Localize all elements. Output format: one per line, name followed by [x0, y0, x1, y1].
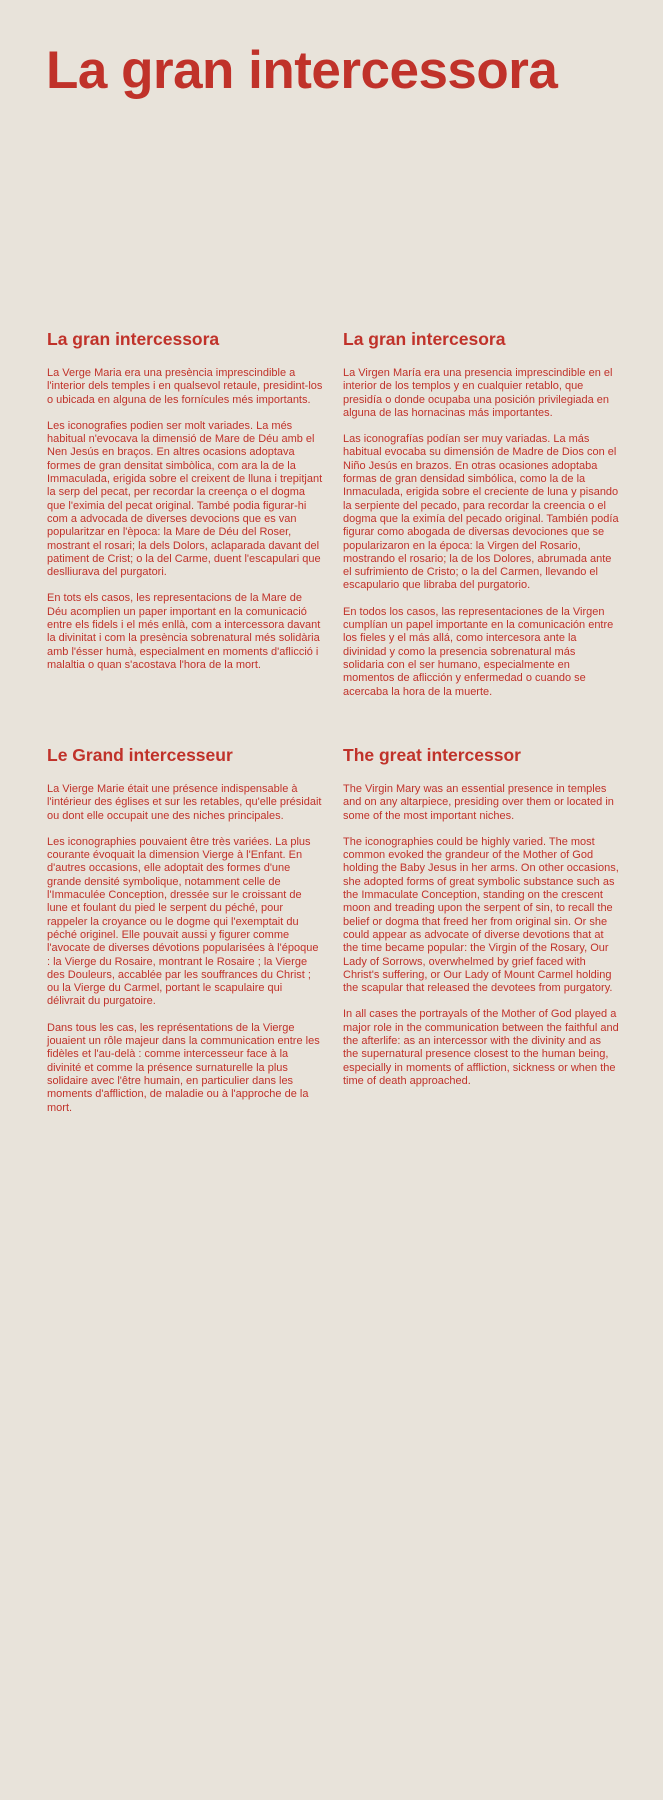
- spanish-paragraph-1: La Virgen María era una presencia imprescindible en el interior de los templos y en cualquier retablo, que presidía o donde ocupaba una posición privilegiada en alguna de las hornacinas más importantes.: [343, 367, 613, 419]
- catalan-section: [47, 329, 323, 685]
- catalan-paragraph-1: La Verge Maria era una presència imprescindible a l'interior dels temples i en qualsevol retaule, presidint-los o ubicada en alguna de les fornícules més importants.: [47, 367, 323, 406]
- english-heading: The great intercessor: [343, 745, 521, 765]
- english-section: [343, 745, 619, 1101]
- french-paragraph-3: Dans tous les cas, les représentations de la Vierge jouaient un rôle majeur dans la communication entre les fidèles et l'au-delà : comme intercesseur face à la divinité et comme la présence surnaturelle la plus solidaire avec l'être humain, en particulier dans les moments d'affliction, de maladie ou à l'approche de la mort.: [47, 1021, 320, 1114]
- english-paragraph-3: In all cases the portrayals of the Mother of God played a major role in the communication between the faithful and the afterlife: as an intercessor with the divinity and as the supernatural presence closest to the human being, especially in moments of affliction, sickness or when the time of death approached.: [343, 1008, 619, 1087]
- spanish-section: [343, 329, 619, 712]
- english-paragraph-2: The iconographies could be highly varied. The most common evoked the grandeur of the Mother of God holding the Baby Jesus in her arms. On other occasions, she adopted forms of great symbolic substance such as the Immaculate Conception, standing on the crescent moon and treading upon the serpent of sin, to recall the belief or dogma that freed her from original sin. Or she could appear as advocate of diverse devotions that at the time became popular: the Virgin of the Rosary, Our Lady of Sorrows, overwhelmed by grief faced with Christ's suffering, or Our Lady of Mount Carmel holding the scapular that released the devotees from purgatory.: [343, 835, 619, 995]
- catalan-paragraph-3: En tots els casos, les representacions de la Mare de Déu acomplien un paper important en la comunicació entre els fidels i el més enllà, com a intercessora davant la divinitat i com la presència sobrenatural més solidària amb l'ésser humà, especialment en moments d'aflicció i malaltia o quan s'acostava l'hora de la mort.: [47, 592, 321, 671]
- catalan-paragraph-2: Les iconografies podien ser molt variades. La més habitual n'evocava la dimensió de Mare de Déu amb el Nen Jesús en braços. En altres ocasions adoptava formes de gran densitat simbòlica, com ara la de la Immaculada, erigida sobre el creixent de lluna i trepitjant la serp del pecat, per recordar la creença o el dogma que l'eximia del pecat original. També podia figurar-hi com a advocada de diverses devocions que es van popularitzar en l'època: la Mare de Déu del Roser, mostrant el rosari; la dels Dolors, aclaparada davant del patiment de Crist; o la del Carme, duent l'escapulari que deslliurava del purgatori.: [47, 419, 323, 579]
- spanish-paragraph-2: Las iconografías podían ser muy variadas. La más habitual evocaba su dimensión de Madre de Dios con el Niño Jesús en brazos. En otras ocasiones adoptaba formas de gran densidad simbólica, como la de la Inmaculada, erigida sobre el creciente de luna y pisando la serpiente del pecado, para recordar la creencia o el dogma que la eximía del pecado original. También podía figurar como abogada de diversas devociones que se popularizaron en la época: la Virgen del Rosario, mostrando el rosario; la de los Dolores, abrumada ante el sufrimiento de Cristo; o la del Carmen, llevando el escapulario que libraba del purgatorio.: [343, 433, 619, 592]
- french-section: [47, 745, 323, 1128]
- english-paragraph-1: The Virgin Mary was an essential presence in temples and on any altarpiece, presiding over them or located in some of the most important niches.: [343, 783, 614, 822]
- catalan-heading: La gran intercessora: [47, 329, 220, 349]
- french-paragraph-1: La Vierge Marie était une présence indispensable à l'intérieur des églises et sur les retables, qu'elle présidait ou dont elle occupait une des niches principales.: [47, 783, 322, 822]
- page-title: La gran intercessora: [46, 41, 558, 100]
- french-heading: Le Grand intercesseur: [47, 745, 233, 765]
- spanish-paragraph-3: En todos los casos, las representaciones de la Virgen cumplían un papel importante en la comunicación entre los fieles y el más allá, como intercesora ante la divinidad y como la presencia sobrenatural más solidaria con el ser humano, especialmente en momentos de aflicción y enfermedad o cuando se acercaba la hora de la muerte.: [343, 605, 614, 698]
- spanish-heading: La gran intercesora: [343, 329, 506, 349]
- french-paragraph-2: Les iconographies pouvaient être très variées. La plus courante évoquait la dimension Vierge à l'Enfant. En d'autres occasions, elle adoptait des formes d'une grande densité symbolique, notamment celle de l'Immaculée Conception, dressée sur le croissant de lune et foulant du pied le serpent du péché, pour rappeler la croyance ou le dogme qui l'exemptait du péché originel. Elle pouvait aussi y figurer comme l'avocate de diverses dévotions popularisées à l'époque : la Vierge du Rosaire, montrant le Rosaire ; la Vierge des Douleurs, accablée par les souffrances du Christ ; ou la Vierge du Carmel, portant le scapulaire qui délivrait du purgatoire.: [47, 835, 319, 1008]
